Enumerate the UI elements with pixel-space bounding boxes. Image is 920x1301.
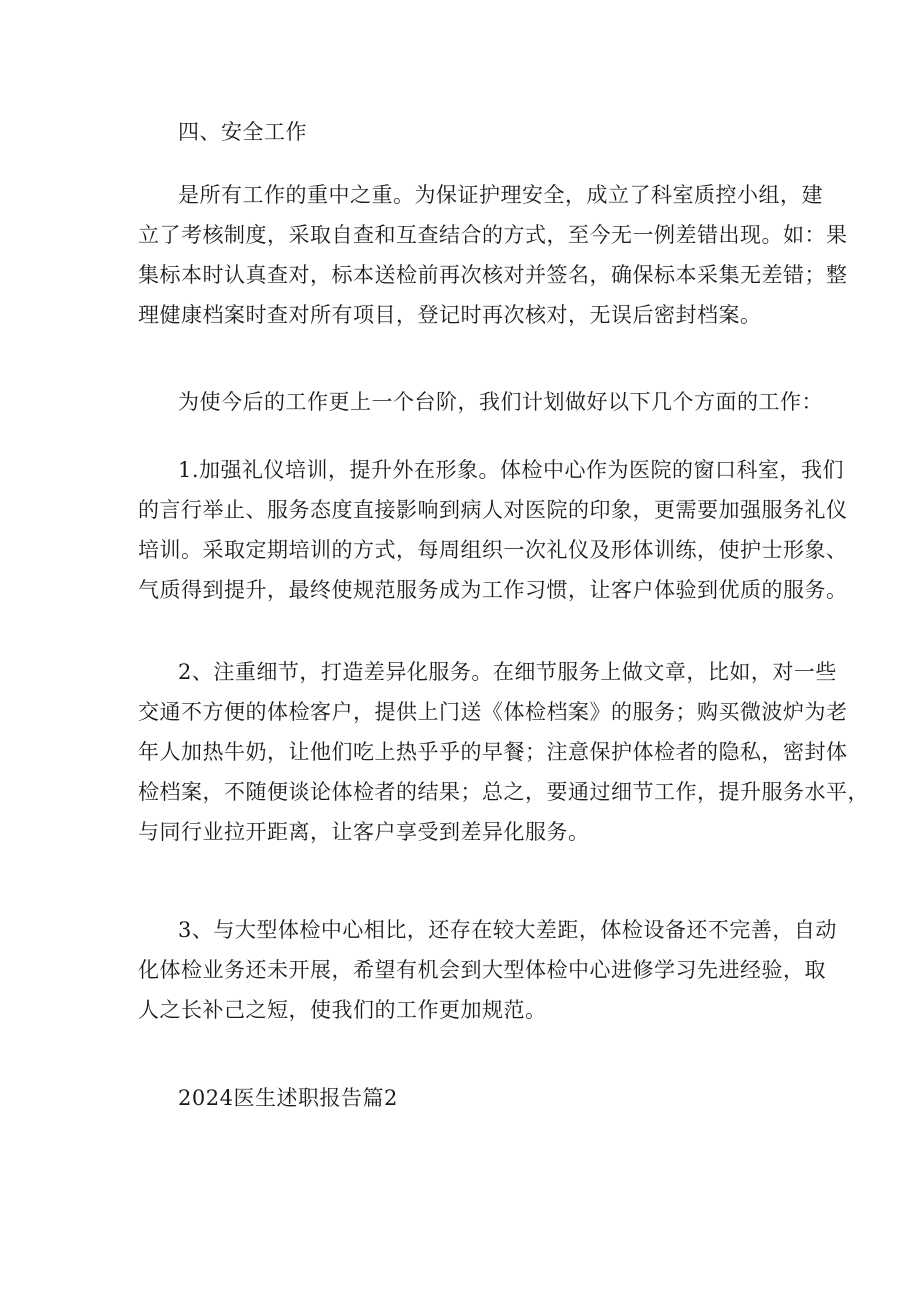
paragraph-line: 2、注重细节，打造差异化服务。在细节服务上做文章，比如，对一些	[178, 660, 837, 684]
paragraph-line: 培训。采取定期培训的方式，每周组织一次礼仪及形体训练，使护士形象、	[138, 538, 848, 562]
paragraph-item-1	[138, 450, 848, 610]
paragraph-line: 1.加强礼仪培训，提升外在形象。体检中心作为医院的窗口科室，我们	[178, 458, 845, 482]
section-heading: 四、安全工作	[178, 120, 307, 144]
paragraph-line: 气质得到提升，最终使规范服务成为工作习惯，让客户体验到优质的服务。	[138, 578, 848, 602]
paragraph-item-3	[138, 910, 837, 1030]
paragraph-plan-intro	[138, 382, 823, 422]
paragraph-line: 与同行业拉开距离，让客户享受到差异化服务。	[138, 820, 590, 844]
paragraph-line: 立了考核制度，采取自查和互查结合的方式，至今无一例差错出现。如：果	[138, 223, 848, 247]
paragraph-line: 集标本时认真查对，标本送检前再次核对并签名，确保标本采集无差错；整	[138, 263, 848, 287]
paragraph-line: 为使今后的工作更上一个台阶，我们计划做好以下几个方面的工作：	[178, 390, 823, 414]
paragraph-safety	[138, 175, 848, 335]
paragraph-line: 是所有工作的重中之重。为保证护理安全，成立了科室质控小组，建	[178, 183, 823, 207]
paragraph-line: 年人加热牛奶，让他们吃上热乎乎的早餐；注意保护体检者的隐私，密封体	[138, 740, 848, 764]
report-title: 2024医生述职报告篇2	[178, 1086, 398, 1110]
paragraph-line: 理健康档案时查对所有项目，登记时再次核对，无误后密封档案。	[138, 303, 762, 327]
paragraph-line: 化体检业务还未开展，希望有机会到大型体检中心进修学习先进经验，取	[138, 958, 826, 982]
paragraph-line: 人之长补己之短，使我们的工作更加规范。	[138, 998, 547, 1022]
paragraph-line: 检档案，不随便谈论体检者的结果；总之，要通过细节工作，提升服务水平，	[138, 780, 869, 804]
paragraph-line: 3、与大型体检中心相比，还存在较大差距，体检设备还不完善，自动	[178, 918, 837, 942]
paragraph-line: 的言行举止、服务态度直接影响到病人对医院的印象，更需要加强服务礼仪	[138, 498, 848, 522]
paragraph-line: 交通不方便的体检客户，提供上门送《体检档案》的服务；购买微波炉为老	[138, 700, 848, 724]
paragraph-item-2	[138, 652, 869, 852]
